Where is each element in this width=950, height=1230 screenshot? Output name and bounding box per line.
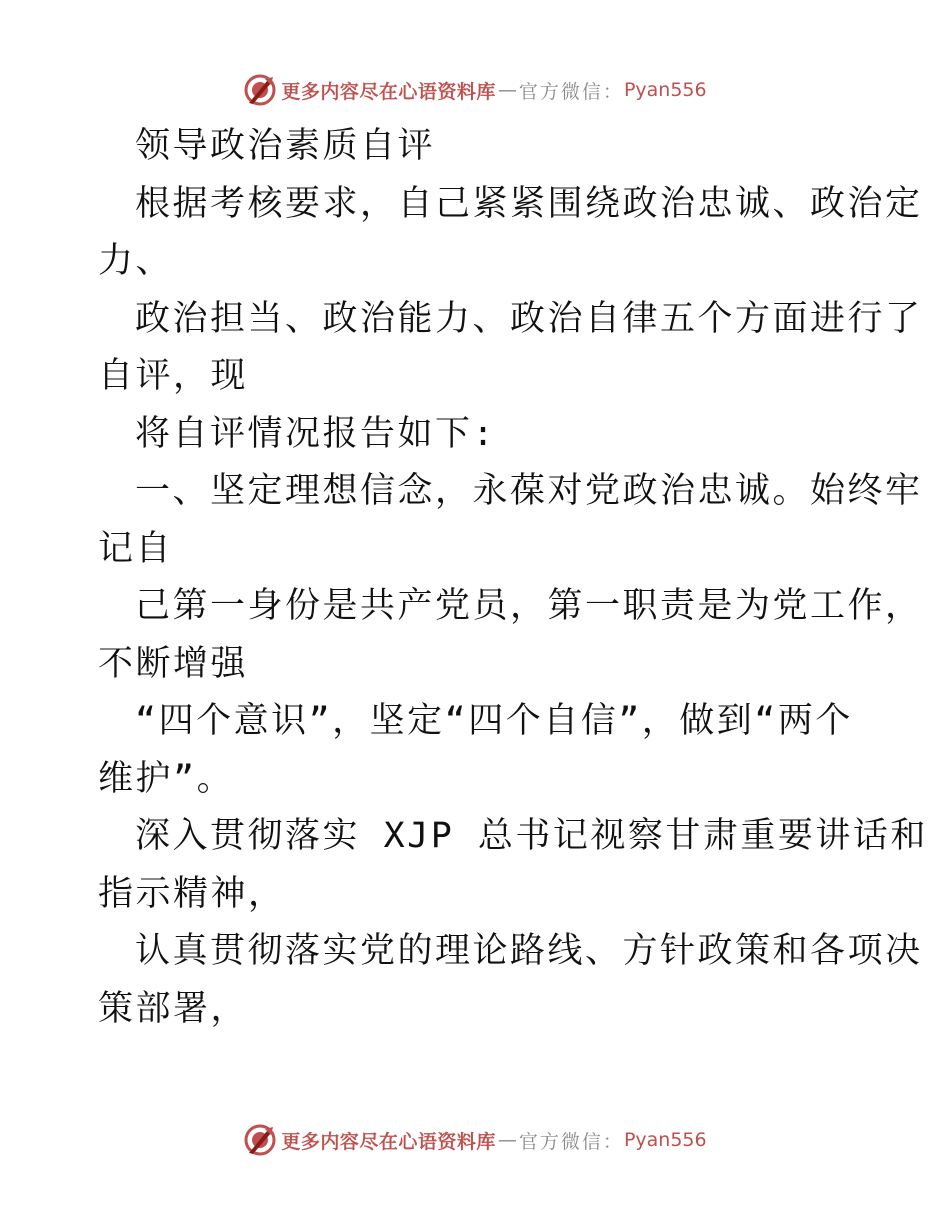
text-line: 指示精神， xyxy=(98,873,286,914)
quill-seal-icon xyxy=(243,1123,277,1157)
text-line: 深入贯彻落实 XJP 总书记视察甘肃重要讲话和 xyxy=(135,816,928,856)
text-line: 维护”。 xyxy=(98,758,235,799)
footer-banner xyxy=(0,1120,950,1160)
text-line: 力、 xyxy=(98,241,174,281)
text-line: “四个意识”，坚定“四个自信”，做到“两个 xyxy=(135,701,853,741)
text-line: 将自评情况报告如下: xyxy=(135,413,497,454)
text-line: 策部署， xyxy=(98,988,249,1029)
text-line: 政治担当、政治能力、政治自律五个方面进行了 xyxy=(135,298,923,339)
text-line: 己第一身份是共产党员，第一职责是为党工作， xyxy=(135,586,923,626)
document-title: 领导政治素质自评 xyxy=(135,126,436,166)
header-banner xyxy=(0,70,950,110)
text-line: 记自 xyxy=(98,528,174,569)
banner-wechat-id: Pyan556 xyxy=(623,1129,707,1151)
text-line: 根据考核要求，自己紧紧围绕政治忠诚、政治定 xyxy=(135,183,923,224)
banner-dash: — xyxy=(497,79,517,101)
text-line: 自评，现 xyxy=(98,356,249,396)
quill-seal-icon xyxy=(243,73,277,107)
banner-text: 更多内容尽在心语资料库 xyxy=(281,80,496,103)
banner-text: 更多内容尽在心语资料库 xyxy=(281,1130,496,1153)
banner-wechat-id: Pyan556 xyxy=(623,79,707,101)
banner-wechat-label: 官方微信： xyxy=(518,80,624,103)
banner-wechat-label: 官方微信： xyxy=(518,1130,624,1153)
banner-dash: — xyxy=(497,1129,517,1151)
document-body xyxy=(98,118,928,1038)
text-line: 认真贯彻落实党的理论路线、方针政策和各项决 xyxy=(135,931,923,971)
text-line: 不断增强 xyxy=(98,643,249,684)
text-line: 一、坚定理想信念，永葆对党政治忠诚。始终牢 xyxy=(135,471,923,511)
